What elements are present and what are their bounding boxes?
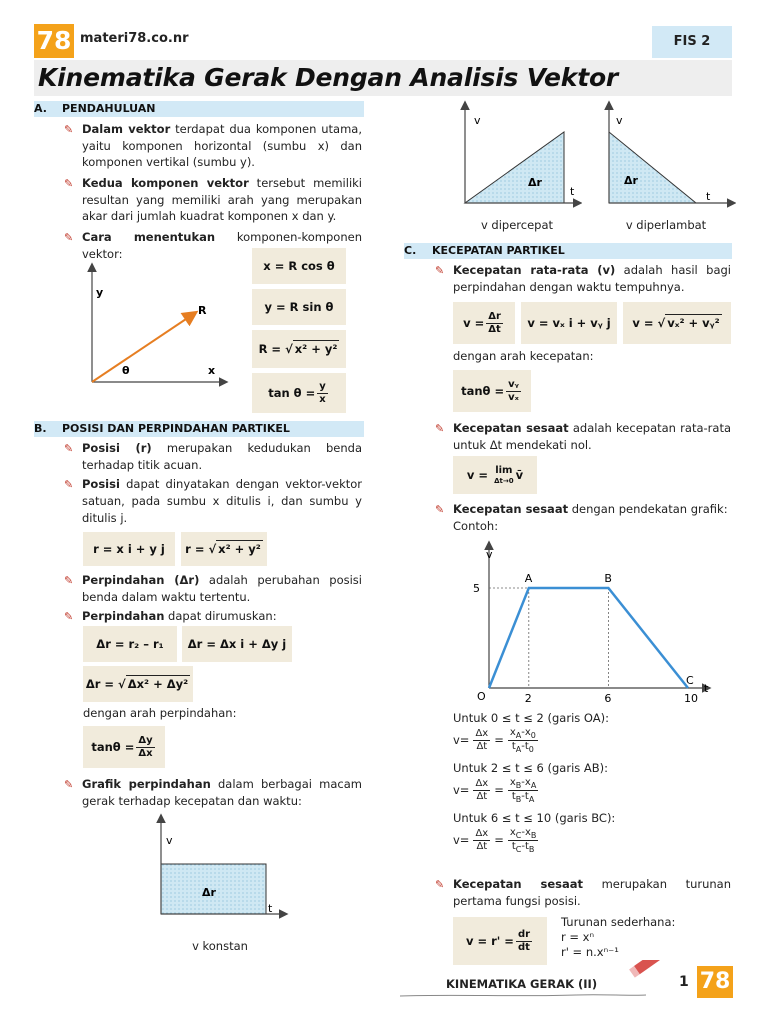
t-axis-label: t xyxy=(704,682,709,695)
interval-formula: v= $\frac{\Delta x}{\Delta t}$ = $\frac{x_B-x_A}{t_B-t_A}$ xyxy=(453,776,537,804)
diagram-x-label: x xyxy=(208,364,216,377)
simple-derivative-note xyxy=(561,915,675,960)
list-item: ✎ Perpindahan dapat dirumuskan: xyxy=(64,609,277,624)
formula-velocity-components: v = vₓ i + vᵧ j xyxy=(521,302,617,344)
section-b-bullets-3 xyxy=(64,776,362,809)
brand-logo: 78 xyxy=(34,24,74,58)
interval-formula: v= $\frac{\Delta x}{\Delta t}$ = $\frac{x_A-x_0}{t_A-t_0}$ xyxy=(453,726,536,754)
interval-calculations xyxy=(453,710,733,860)
formula-displacement: Δr = r₂ – r₁ xyxy=(83,626,177,662)
area-label: Δr xyxy=(528,176,542,189)
displacement-area xyxy=(465,132,564,203)
pen-icon: ✎ xyxy=(64,442,74,455)
list-item: ✎ Posisi (r) merupakan kedudukan benda terhadap titik acuan. xyxy=(64,441,362,472)
list-item: ✎ Kecepatan sesaat dengan pendekatan grafik: xyxy=(435,502,728,516)
fraction: $\frac{\Delta x}{\Delta t}$ xyxy=(475,828,489,852)
formula-x-component: x = R cos θ xyxy=(252,248,346,284)
interval-title: Untuk 2 ≤ t ≤ 6 (garis AB): xyxy=(453,761,609,776)
section-c-letter: C. xyxy=(404,244,417,257)
x-tick-label: 6 xyxy=(604,692,612,705)
v-axis-label: v xyxy=(166,834,173,847)
formula-velocity-derivative: v = r' = $\frac{dr}{dt}$ xyxy=(453,917,547,965)
fraction: $\frac{\Delta x}{\Delta t}$ xyxy=(475,778,489,802)
vector-component-diagram xyxy=(80,258,230,388)
pen-icon: ✎ xyxy=(64,231,74,245)
point-label: O xyxy=(477,690,486,703)
y-tick-label: 5 xyxy=(473,582,480,595)
pen-icon: ✎ xyxy=(64,177,74,191)
area-label: Δr xyxy=(202,886,216,899)
diagram-r-label: R xyxy=(198,304,207,317)
derivative-note-title: Turunan sederhana: xyxy=(561,915,676,929)
page-title: Kinematika Gerak Dengan Analisis Vektor xyxy=(34,60,732,96)
formula-resultant: R = √ x² + y² xyxy=(252,330,346,368)
list-item: ✎ Kedua komponen vektor tersebut memiliki resultan yang memiliki arah yang merupakan akar dari jumlah kuadrat komponen x dan y. xyxy=(64,176,362,224)
displacement-area xyxy=(609,132,696,203)
x-tick-label: 10 xyxy=(684,692,698,705)
section-c-header xyxy=(404,243,732,259)
example-label: Contoh: xyxy=(453,518,499,533)
section-b-letter: B. xyxy=(34,422,47,435)
resultant-vector xyxy=(92,313,195,382)
section-b-bullets-1 xyxy=(64,440,362,526)
t-axis-label: t xyxy=(268,902,273,915)
velocity-line xyxy=(489,588,688,688)
point-label: C xyxy=(686,674,694,687)
pen-icon: ✎ xyxy=(435,264,445,277)
pen-icon: ✎ xyxy=(64,610,74,624)
pen-icon: ✎ xyxy=(435,422,445,435)
t-axis-label: t xyxy=(570,185,575,198)
section-b-header xyxy=(34,421,364,437)
pen-icon: ✎ xyxy=(64,478,74,492)
list-item: ✎ Posisi dapat dinyatakan dengan vektor-vektor satuan, pada sumbu x ditulis i, dan sumbu y ditulis j. xyxy=(64,477,362,525)
derivative-note-line: r' = n.xⁿ⁻¹ xyxy=(561,944,619,959)
formula-displacement-direction: tanθ = $\frac{\Delta y}{\Delta x}$ xyxy=(83,726,165,768)
list-item: ✎ Kecepatan rata-rata (v) adalah hasil bagi perpindahan dengan waktu tempuhnya. xyxy=(435,263,732,294)
section-c-bullets-2 xyxy=(435,420,731,453)
list-item: ✎ Cara menentukan komponen-komponen vektor: xyxy=(64,230,362,261)
formula-position-magnitude: r = √ x² + y² xyxy=(181,532,267,566)
section-a-bullets xyxy=(64,121,362,262)
interval-title: Untuk 6 ≤ t ≤ 10 (garis BC): xyxy=(453,811,616,826)
velocity-direction-text: dengan arah kecepatan: xyxy=(453,349,594,363)
formula-tan-theta: tan θ = $\frac{y}{x}$ xyxy=(252,373,346,413)
interval-block xyxy=(453,760,733,804)
formula-instant-velocity-limit: v = lim Δt→0 v̄ xyxy=(453,456,537,494)
x-tick-label: 2 xyxy=(524,692,532,705)
footer-label: KINEMATIKA GERAK (II) xyxy=(446,977,598,991)
section-c-bullets-4 xyxy=(435,876,731,909)
fraction: $\frac{\Delta x}{\Delta t}$ xyxy=(475,728,489,752)
diagram-theta-label: θ xyxy=(122,364,130,377)
interval-formula: v= $\frac{\Delta x}{\Delta t}$ = $\frac{x_C-x_B}{t_C-t_B}$ xyxy=(453,826,537,854)
fraction: $\frac{x_B-x_A}{t_B-t_A}$ xyxy=(509,776,537,804)
v-axis-label: v xyxy=(486,548,493,561)
site-url[interactable]: materi78.co.nr xyxy=(80,31,189,46)
point-label: B xyxy=(604,572,612,585)
guide-lines xyxy=(489,588,608,688)
subject-badge: FIS 2 xyxy=(652,26,732,58)
formula-displacement-components: Δr = Δx i + Δy j xyxy=(182,626,292,662)
graph-caption: v konstan xyxy=(192,939,248,953)
section-c-bullets-3 xyxy=(435,501,731,534)
formula-y-component: y = R sin θ xyxy=(252,289,346,325)
section-c-title: KECEPATAN PARTIKEL xyxy=(432,244,565,257)
graph-decelerated xyxy=(596,100,736,208)
fraction: $\frac{x_C-x_B}{t_C-t_B}$ xyxy=(509,826,537,854)
pen-icon: ✎ xyxy=(435,878,445,891)
pen-icon: ✎ xyxy=(64,778,74,791)
section-a-header xyxy=(34,101,364,117)
v-axis-label: v xyxy=(616,114,623,127)
list-item: ✎ Kecepatan sesaat adalah kecepatan rata-rata untuk Δt mendekati nol. xyxy=(435,421,731,452)
section-b-bullets-2 xyxy=(64,572,362,625)
list-item: ✎ Perpindahan (Δr) adalah perubahan posisi benda dalam waktu tertentu. xyxy=(64,573,362,604)
interval-title: Untuk 0 ≤ t ≤ 2 (garis OA): xyxy=(453,711,609,725)
v-axis-label: v xyxy=(474,114,481,127)
diagram-y-label: y xyxy=(96,286,104,299)
interval-block xyxy=(453,810,733,854)
point-label: A xyxy=(524,572,533,585)
list-item: ✎ Grafik perpindahan dalam berbagai macam gerak terhadap kecepatan dan waktu: xyxy=(64,777,362,808)
formula-velocity-direction: tanθ = $\frac{\text{vᵧ}}{\text{vₓ}}$ xyxy=(453,370,531,412)
displacement-direction-text: dengan arah perpindahan: xyxy=(83,706,237,720)
graph-constant-velocity xyxy=(150,812,290,922)
graph-caption: v diperlambat xyxy=(625,218,707,232)
page-number: 1 xyxy=(679,974,689,990)
chart-labels xyxy=(473,572,698,705)
graph-accelerated xyxy=(452,100,582,208)
section-a-letter: A. xyxy=(34,102,47,115)
section-b-title: POSISI DAN PERPINDAHAN PARTIKEL xyxy=(62,422,290,435)
pen-icon: ✎ xyxy=(64,574,74,587)
list-item: ✎ Dalam vektor terdapat dua komponen utama, yaitu komponen horizontal (sumbu x) dan komponen vertikal (sumbu y). xyxy=(64,122,362,170)
fraction: $\frac{x_A-x_0}{t_A-t_0}$ xyxy=(509,726,536,754)
graph-caption: v dipercepat xyxy=(480,218,554,232)
section-a-title: PENDAHULUAN xyxy=(62,102,156,115)
derivative-note-line: r = xⁿ xyxy=(561,929,595,944)
list-item: ✎ Kecepatan sesaat merupakan turunan pertama fungsi posisi. xyxy=(435,877,732,908)
formula-velocity-magnitude: v = √ vₓ² + vᵧ² xyxy=(623,302,731,344)
footer-logo: 78 xyxy=(697,966,733,998)
section-c-bullets-1 xyxy=(435,262,731,295)
pen-icon: ✎ xyxy=(435,503,445,516)
interval-block xyxy=(453,710,733,754)
velocity-time-chart xyxy=(460,540,720,710)
formula-position-vector: r = x i + y j xyxy=(83,532,175,566)
formula-average-velocity: v = $\frac{\Delta r}{\Delta t}$ xyxy=(453,302,515,344)
formula-displacement-magnitude: Δr = √ Δx² + Δy² xyxy=(83,666,193,702)
t-axis-label: t xyxy=(706,190,711,203)
pen-icon: ✎ xyxy=(64,123,74,136)
area-label: Δr xyxy=(624,174,638,187)
